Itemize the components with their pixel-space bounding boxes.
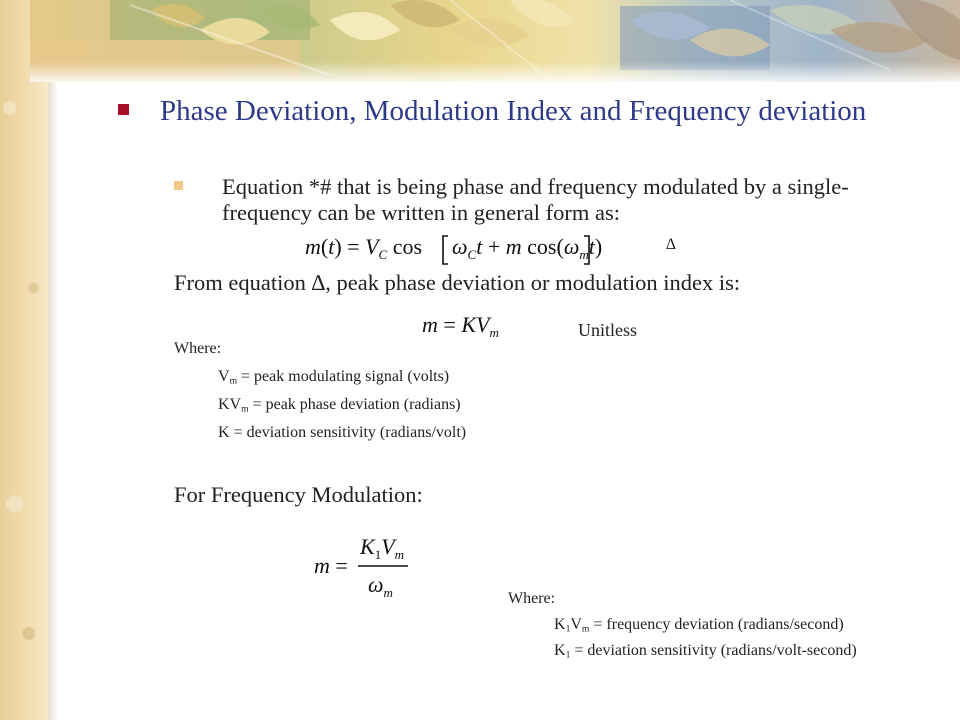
equation-modulation-index	[420, 308, 520, 342]
svg-text:K1Vm: $K_1V_m$	[360, 534, 405, 562]
from-equation-text: From equation ∆, peak phase deviation or modulation index is:	[174, 270, 741, 295]
square-bullet-icon	[118, 104, 129, 115]
definition-k1vm: $K_1V_m$ = frequency deviation (radians/second)	[554, 616, 844, 635]
definition-k1: $K_1$ = deviation sensitivity (radians/volt-second)	[554, 642, 857, 661]
decorative-banner	[30, 0, 960, 82]
svg-text:m = KVm: $m = KV_m$	[422, 312, 499, 340]
slide-title: Phase Deviation, Modulation Index and Frequency deviation	[160, 95, 867, 127]
unitless-label: Unitless	[578, 320, 638, 340]
parchment-shadow	[48, 0, 58, 720]
title-bullet-row	[118, 94, 898, 128]
equation-label: ∆	[666, 236, 676, 253]
parchment-strip	[0, 0, 48, 720]
equation-fm-index	[310, 530, 430, 604]
square-bullet-icon	[174, 181, 183, 190]
equation-general-form	[300, 228, 603, 268]
svg-text:ωm: $\omega_m$	[368, 572, 393, 600]
svg-text:m =: m =	[314, 553, 348, 578]
svg-text:ωCt + m cos(ωmt): $\omega_Ct + m$ $\cos(\omega_mt)$	[452, 234, 603, 262]
sub-bullet-text: Equation *# that is being phase and frequency modulated by a single-frequency can be written in general form as:	[222, 174, 849, 225]
where-label: Where:	[508, 590, 556, 607]
where-label: Where:	[174, 340, 222, 357]
fm-heading: For Frequency Modulation:	[174, 482, 423, 507]
sub-bullet-row	[174, 174, 894, 226]
leaf-banner-image	[30, 0, 960, 82]
definition-vm: $V_m$ = peak modulating signal (volts)	[218, 368, 450, 387]
definition-kvm: $KV_m$ = peak phase deviation (radians)	[218, 396, 461, 415]
definition-k: K = deviation sensitivity (radians/volt)	[218, 424, 467, 441]
svg-text:m(t) = VC cos: $m(t) = V_C$ cos	[305, 234, 423, 262]
